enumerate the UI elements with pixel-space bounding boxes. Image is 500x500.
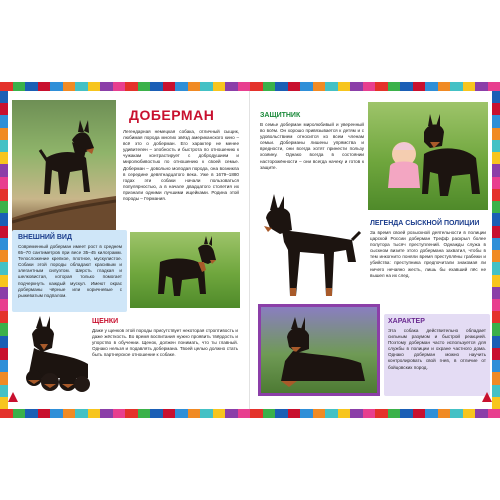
puzzle-piece [263, 82, 276, 91]
puzzle-piece [313, 82, 326, 91]
puzzle-piece [188, 82, 201, 91]
puzzle-piece [375, 82, 388, 91]
puzzle-piece [50, 82, 63, 91]
puzzle-piece [450, 82, 463, 91]
page-title: ДОБЕРМАН [129, 107, 215, 123]
standing-doberman-photo [260, 192, 364, 300]
puzzle-piece [492, 115, 500, 127]
puzzle-piece [0, 115, 8, 127]
puzzle-piece [492, 385, 500, 397]
puzzle-piece [0, 299, 8, 311]
puzzle-piece [492, 238, 500, 250]
puzzle-piece [350, 409, 363, 418]
puzzle-piece [492, 177, 500, 189]
puzzle-piece [338, 82, 351, 91]
puzzle-piece [425, 82, 438, 91]
puzzle-piece [25, 82, 38, 91]
puzzle-piece [492, 372, 500, 384]
adult-and-puppies-illustration [14, 314, 94, 398]
puzzle-piece [0, 103, 8, 115]
puzzle-piece [492, 91, 500, 103]
puzzle-piece [0, 82, 13, 91]
puzzle-piece [175, 82, 188, 91]
puzzle-piece [213, 82, 226, 91]
doberman-with-baby-photo [368, 102, 488, 210]
puzzle-piece [125, 82, 138, 91]
puzzle-piece [475, 409, 488, 418]
puzzle-piece [375, 409, 388, 418]
page-corner-right-marker [482, 392, 492, 402]
puzzle-piece [200, 409, 213, 418]
puzzle-piece [492, 348, 500, 360]
puzzle-piece [492, 397, 500, 409]
baby-and-doberman-illustration [368, 102, 488, 210]
puzzle-piece [100, 82, 113, 91]
puzzle-piece [492, 323, 500, 335]
puzzle-piece [113, 409, 126, 418]
puzzle-piece [0, 409, 13, 418]
puzzle-piece [400, 409, 413, 418]
puzzle-piece [275, 82, 288, 91]
puzzle-piece [0, 164, 8, 176]
puzzle-piece [492, 275, 500, 287]
puzzle-piece [225, 82, 238, 91]
puzzle-piece [488, 82, 500, 91]
puzzle-piece [225, 409, 238, 418]
puzzle-piece [325, 82, 338, 91]
puzzle-piece [263, 409, 276, 418]
legend-text: За время своей розыскной деятельности в полиции царской России доберман Трефф раскрыл более полутора тысяч преступлений. Однажды служа в сыскном визите этого добермана захватил, чтобы в тем инкогнито поняли время преступлёны грабежи и убийства: преступника предпочитали знакомая ли ничего нечаяно жесть, лишь бы ехавший пёс не вышел на их след. [370, 230, 486, 278]
puzzle-piece [475, 82, 488, 91]
puzzle-piece [13, 82, 26, 91]
appearance-text: Современный доберман имеет рост в среднем 65–70 сантиметров при весе 35–45 килограмм. Телосложение крепкое, плотное, мускулистое. Собаки этой породы обладают красивым и элегантным силуэтом. Шерсть гладкая и шелковистая, которая только помогает подчеркнуть каждый мускул. Имеют окрас доберманы чёрные или коричневые с рыжеватым подпалом. [18, 244, 122, 298]
puzzle-piece [75, 409, 88, 418]
puzzle-piece [0, 91, 8, 103]
puzzle-piece [0, 213, 8, 225]
puzzle-piece [350, 82, 363, 91]
puzzle-piece [425, 409, 438, 418]
puzzle-piece [50, 409, 63, 418]
character-section [384, 314, 490, 396]
puzzle-piece [313, 409, 326, 418]
puzzle-piece [388, 82, 401, 91]
puzzle-piece [0, 348, 8, 360]
puzzle-piece [138, 82, 151, 91]
defender-heading: ЗАЩИТНИК [260, 112, 301, 119]
legend-heading: ЛЕГЕНДА СЫСКНОЙ ПОЛИЦИИ [370, 220, 480, 227]
puzzle-piece [363, 409, 376, 418]
puzzle-piece [238, 409, 251, 418]
appearance-heading: ВНЕШНИЙ ВИД [18, 234, 72, 241]
puzzle-piece [0, 238, 8, 250]
puzzle-piece [492, 336, 500, 348]
intro-text: Легендарная немецкая собака, отличный сыщик, любимая порода многих звёзд американского кино – всё это о доберман. Его характер не менее удивителен – злобность и быстрота по отношению к чужакам контрастирует с добродушием и миролюбивостью по отношению к своей семье. Доберман – довольно молодая порода, она возникла в середине девятнадцатого века. Уже в 1679–1880 годах эти собаки начали пользоваться популярностью, а в начале двадцатого столетия их признали одними лучшими ищейками. Родина этой породы – Германия. [123, 129, 239, 202]
puzzle-piece [0, 311, 8, 323]
puzzle-piece [138, 409, 151, 418]
doberman-standing-illustration [12, 100, 116, 232]
puzzle-piece [238, 82, 251, 91]
puzzle-piece [413, 409, 426, 418]
puzzle-piece [0, 360, 8, 372]
puzzle-piece [0, 152, 8, 164]
doberman-lying-illustration [261, 307, 377, 393]
puzzle-piece [0, 385, 8, 397]
puzzle-piece [63, 82, 76, 91]
puzzle-piece [400, 82, 413, 91]
puzzle-piece [0, 275, 8, 287]
puzzle-piece [0, 336, 8, 348]
puzzle-piece [338, 409, 351, 418]
puzzle-piece [38, 82, 51, 91]
puzzle-piece [300, 409, 313, 418]
puzzle-piece [492, 360, 500, 372]
puzzle-piece [250, 409, 263, 418]
puzzle-piece [463, 409, 476, 418]
puzzle-piece [438, 82, 451, 91]
puzzle-piece [492, 164, 500, 176]
puzzle-piece [75, 82, 88, 91]
puzzle-piece [488, 409, 500, 418]
puzzle-piece [0, 372, 8, 384]
appearance-section [12, 230, 127, 312]
puzzle-piece [325, 409, 338, 418]
puzzle-piece [250, 82, 263, 91]
puzzle-piece [63, 409, 76, 418]
puzzle-piece [213, 409, 226, 418]
puzzle-piece [492, 128, 500, 140]
puzzle-piece [492, 152, 500, 164]
puzzle-piece [188, 409, 201, 418]
character-text: Эта собака действительно обладает сильным разумом и быстрой реакцией. Поэтому доберман часто используется для службы в полиции и охране частного дома. Однако доберман можно научить контролировать свой гнев, в отличие от бойцовских пород. [388, 328, 486, 370]
puzzle-piece [413, 82, 426, 91]
character-heading: ХАРАКТЕР [388, 318, 425, 325]
puzzle-piece [492, 213, 500, 225]
puppies-text: Даже у щенков этой породы присутствует некоторая строптивость и даже жёсткость. Во время воспитания нужно проявить твёрдость и упорство в обучении. Щенок, должен понимать, что ты главный. Однако нельзя и подавлять добермана. Твоей целью должно стать быть партнерское отношение к собаке. [92, 328, 238, 358]
puzzle-piece [288, 409, 301, 418]
puzzle-border-bottom [0, 409, 500, 418]
puzzle-piece [492, 140, 500, 152]
doberman-side-illustration [260, 192, 364, 300]
puzzle-piece [150, 409, 163, 418]
puzzle-piece [300, 82, 313, 91]
puzzle-piece [492, 311, 500, 323]
puzzle-piece [0, 397, 8, 409]
puzzle-piece [363, 82, 376, 91]
puzzle-piece [0, 201, 8, 213]
puzzle-piece [163, 82, 176, 91]
puzzle-border-top [0, 82, 500, 91]
puzzle-piece [275, 409, 288, 418]
puzzle-piece [492, 103, 500, 115]
puzzle-piece [492, 262, 500, 274]
puzzle-piece [13, 409, 26, 418]
puzzle-piece [492, 226, 500, 238]
puzzle-piece [38, 409, 51, 418]
puzzle-border-right [492, 91, 500, 409]
doberman-sitting-illustration [130, 232, 240, 308]
puzzle-piece [88, 82, 101, 91]
book-spine [249, 91, 250, 409]
puzzle-piece [175, 409, 188, 418]
puzzle-piece [200, 82, 213, 91]
puzzle-piece [0, 189, 8, 201]
puzzle-piece [450, 409, 463, 418]
puzzle-piece [0, 262, 8, 274]
puzzle-piece [0, 287, 8, 299]
puzzle-piece [438, 409, 451, 418]
puzzle-piece [492, 299, 500, 311]
puzzle-piece [0, 323, 8, 335]
page-corner-left-marker [8, 392, 18, 402]
puzzle-piece [492, 189, 500, 201]
defender-text: В семье доберман миролюбивый и уверенный во всём. Он хорошо привязывается к детям и с удовольствием относится ко всем членам семьи. Доберманы лишены упрямства и вредности, они всегда хотят принести пользу хозяину. Однако всегда в состоянии насторожённости – они всегда начеку и готов к защите. [260, 122, 364, 170]
doberman-with-puppies-photo [14, 314, 94, 398]
puzzle-piece [150, 82, 163, 91]
puzzle-piece [388, 409, 401, 418]
doberman-in-park-photo [258, 304, 380, 396]
puzzle-piece [0, 177, 8, 189]
puzzle-piece [100, 409, 113, 418]
legend-section [366, 216, 490, 312]
puzzle-piece [0, 140, 8, 152]
puzzle-piece [113, 82, 126, 91]
puzzle-border-left [0, 91, 8, 409]
doberman-on-grass-photo [130, 232, 240, 308]
puzzle-piece [0, 128, 8, 140]
puzzle-piece [0, 250, 8, 262]
puzzle-piece [288, 82, 301, 91]
puzzle-piece [492, 287, 500, 299]
puzzle-piece [25, 409, 38, 418]
puzzle-piece [88, 409, 101, 418]
puzzle-piece [463, 82, 476, 91]
puzzle-piece [125, 409, 138, 418]
book-spread [0, 82, 500, 418]
puzzle-piece [492, 250, 500, 262]
puzzle-piece [0, 226, 8, 238]
puppies-heading: ЩЕНКИ [92, 318, 119, 325]
doberman-on-log-photo [12, 100, 116, 232]
puzzle-piece [163, 409, 176, 418]
puzzle-piece [492, 201, 500, 213]
